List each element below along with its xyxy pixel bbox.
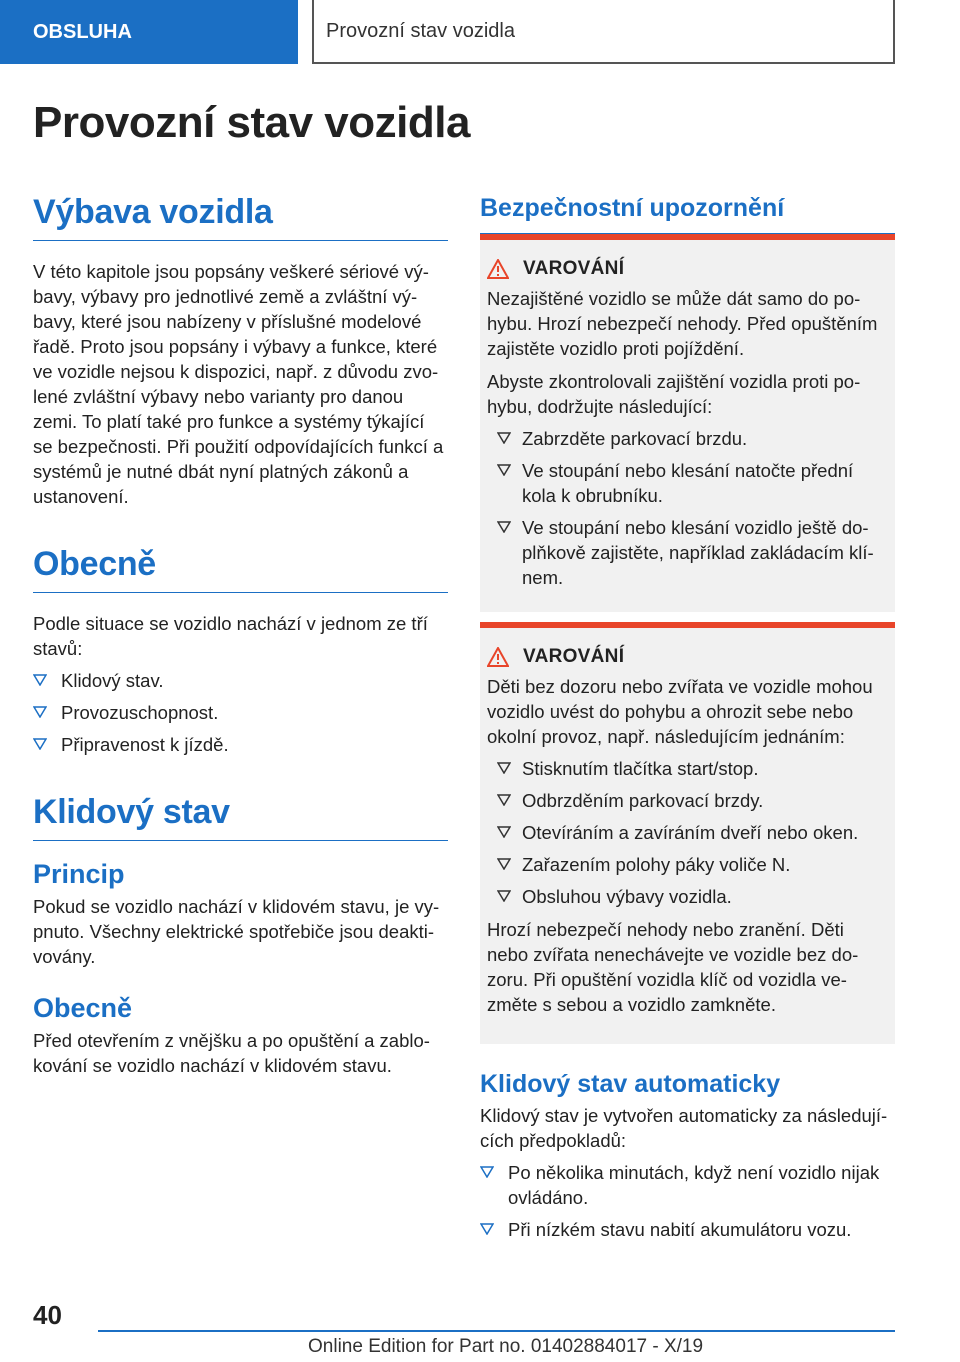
warning-text: Nezajištěné vozidlo se může dát samo do po-hybu. Hrozí nebezpečí nehody. Před opuštěním zajistěte vozidlo proti pojíždění. (487, 288, 878, 359)
warning-header (487, 258, 887, 280)
warning-triangle-icon (487, 259, 509, 279)
section-tab: OBSLUHA (0, 0, 298, 64)
footer-divider (98, 1330, 895, 1332)
list-item: Při nízkém stavu nabití akumulátoru vozu. (480, 1217, 895, 1242)
heading-klidovy: Klidový stav (33, 793, 448, 841)
triangle-bullet-icon (497, 521, 511, 533)
list-item: Ve stoupání nebo klesání vozidlo ještě do-plňkově zajistěte, například zakládacím klí-nem. (487, 515, 887, 590)
breadcrumb: Provozní stav vozidla (312, 0, 895, 64)
section-vybava (33, 193, 448, 509)
triangle-bullet-icon (33, 706, 47, 718)
footer-edition: Online Edition for Part no. 01402884017 - X/19 (308, 1336, 704, 1357)
triangle-bullet-icon (497, 794, 511, 806)
section-klidovy (33, 793, 448, 1078)
section-obecne (33, 545, 448, 757)
text-princip: Pokud se vozidlo nachází v klidovém stavu, je vy-pnuto. Všechny elektrické spotřebiče jsou deakti-vovány. (33, 896, 440, 967)
page-number: 40 (33, 1300, 62, 1330)
heading-bezpecnostni: Bezpečnostní upozornění (480, 194, 895, 234)
triangle-bullet-icon (33, 738, 47, 750)
list-item: Provozuschopnost. (33, 700, 448, 725)
list-obecne (33, 668, 448, 757)
page-header (0, 0, 960, 64)
heading-obecne-klidovy: Obecně (33, 993, 133, 1023)
list-item: Klidový stav. (33, 668, 448, 693)
list-item: Obsluhou výbavy vozidla. (487, 884, 887, 909)
heading-vybava: Výbava vozidla (33, 193, 448, 241)
list-item: Zabrzděte parkovací brzdu. (487, 426, 887, 451)
text-obecne-klidovy: Před otevřením z vnějšku a po opuštění a zablo-kování se vozidlo nachází v klidovém stavu. (33, 1030, 430, 1076)
warning-text: Abyste zkontrolovali zajištění vozidla proti po-hybu, dodržujte následující: (487, 371, 861, 417)
triangle-bullet-icon (480, 1223, 494, 1235)
list-item: Otevíráním a zavíráním dveří nebo oken. (487, 820, 887, 845)
warning-box-2 (480, 622, 895, 1044)
text-vybava: V této kapitole jsou popsány veškeré sériové vý-bavy, výbavy pro jednotlivé země a zvláštní vý-bavy, které jsou nabízeny v příslušné modelové řadě. Proto jsou popsány i výbavy a funkce, které ve vozidle nejsou k dispozici, např. z důvodu zvo-lené zvláštní výbavy nebo varianty pro danou zemi. To platí také pro funkce a systémy týkající se bezpečnosti. Při použití odpovídajících funkcí a systémů je nutné dbát nyní platných zákonů a ustanovení. (33, 261, 444, 507)
section-automaticky (480, 1070, 895, 1242)
list-automaticky (480, 1160, 895, 1242)
triangle-bullet-icon (480, 1166, 494, 1178)
list-item: Stisknutím tlačítka start/stop. (487, 756, 887, 781)
warning-box-1 (480, 234, 895, 612)
triangle-bullet-icon (497, 858, 511, 870)
list-item: Po několika minutách, když není vozidlo nijak ovládáno. (480, 1160, 895, 1210)
triangle-bullet-icon (497, 762, 511, 774)
text-obecne: Podle situace se vozidlo nachází v jednom ze tří stavů: (33, 613, 428, 659)
list-item: Ve stoupání nebo klesání natočte přední kola k obrubníku. (487, 458, 887, 508)
warning-header (487, 646, 887, 668)
triangle-bullet-icon (497, 826, 511, 838)
heading-automaticky: Klidový stav automaticky (480, 1070, 781, 1098)
triangle-bullet-icon (33, 674, 47, 686)
heading-princip: Princip (33, 859, 125, 889)
triangle-bullet-icon (497, 464, 511, 476)
text-automaticky: Klidový stav je vytvořen automaticky za následují-cích předpokladů: (480, 1105, 888, 1151)
warning-list (487, 426, 887, 590)
warning-label: VAROVÁNÍ (523, 258, 625, 279)
heading-obecne: Obecně (33, 545, 448, 593)
list-item: Zařazením polohy páky voliče N. (487, 852, 887, 877)
warning-triangle-icon (487, 647, 509, 667)
triangle-bullet-icon (497, 432, 511, 444)
warning-text: Hrozí nebezpečí nehody nebo zranění. Děti nebo zvířata nenechávejte ve vozidle bez do-zoru. Při opuštění vozidla klíč od vozidla ve-změte s sebou a vozidlo zamkněte. (487, 919, 859, 1015)
warning-text: Děti bez dozoru nebo zvířata ve vozidle mohou vozidlo uvést do pohybu a ohrozit sebe nebo okolní provoz, např. následujícím jednáním: (487, 676, 873, 747)
warning-list (487, 756, 887, 909)
page-title: Provozní stav vozidla (33, 98, 470, 147)
list-item: Odbrzděním parkovací brzdy. (487, 788, 887, 813)
triangle-bullet-icon (497, 890, 511, 902)
warning-label: VAROVÁNÍ (523, 646, 625, 667)
section-bezpecnostni (480, 194, 895, 234)
list-item: Připravenost k jízdě. (33, 732, 448, 757)
